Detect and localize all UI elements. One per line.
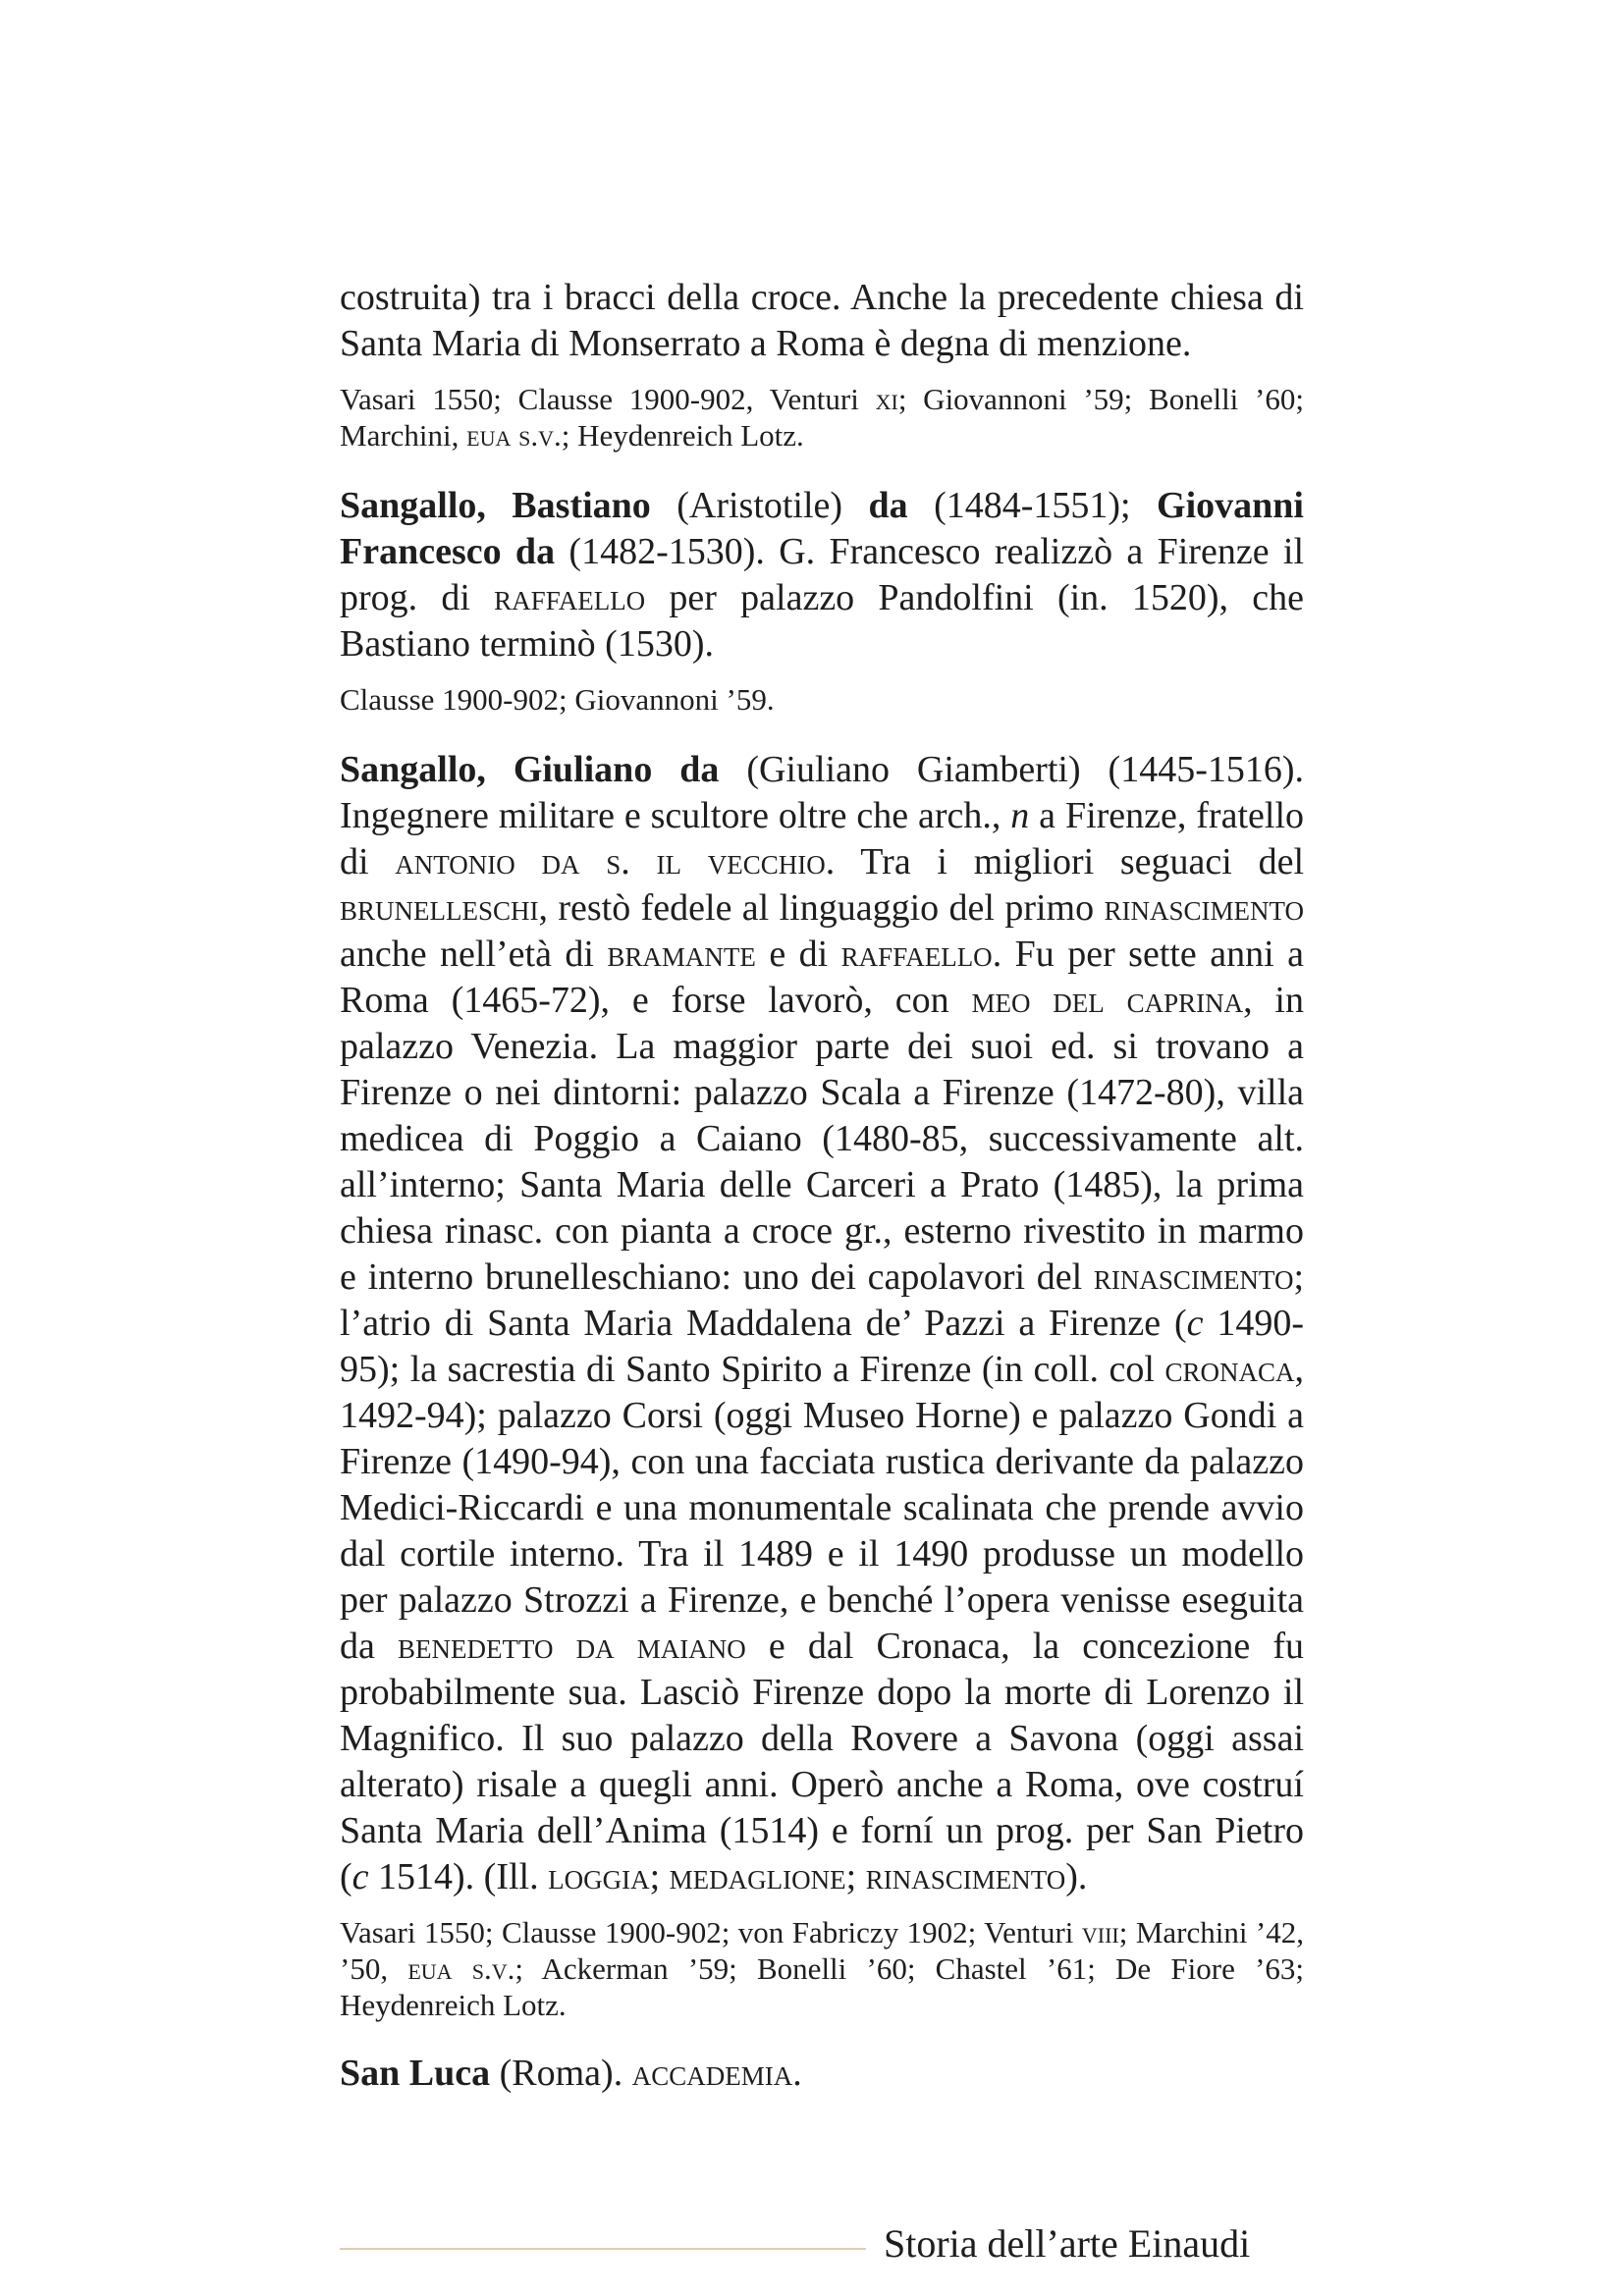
cross-reference: brunelleschi (340, 887, 539, 929)
headword: Sangallo, Bastiano (340, 485, 651, 526)
text-run: ; Ackerman ’59; Bonelli ’60; Chastel ’61; De Fiore ’63; Heydenreich Lotz. (340, 1951, 1305, 2022)
cross-reference: rinascimento (1104, 887, 1304, 929)
text-run: , restò fedele al linguaggio del primo (538, 887, 1105, 929)
cross-reference: accademia (631, 2053, 793, 2094)
text-run: . Tra i migliori seguaci del (825, 841, 1305, 882)
cross-reference: raffaello (494, 577, 646, 618)
cross-reference: cronaca (1164, 1349, 1295, 1390)
entry-sangallo-bastiano (340, 483, 1304, 667)
text-run: Clausse 1900-902; Giovannoni ’59. (340, 682, 775, 717)
entry-continuation-bibliography (340, 381, 1304, 454)
cross-reference: eua (466, 418, 512, 453)
cross-reference: s.v. (471, 1951, 515, 1986)
cross-reference: raffaello (840, 934, 993, 975)
text-run: (1482-1530). G. Francesco realizzò a Firenze il prog. di (340, 531, 1305, 618)
cross-reference: xi (875, 382, 898, 416)
text-run: 1514). (Ill. (368, 1856, 549, 1897)
cross-reference: antonio da s. il vecchio (395, 841, 826, 882)
text-run: (1484-1551); (907, 485, 1158, 526)
text-run: , 1492-94); palazzo Corsi (oggi Museo Horne) e palazzo Gondi a Firenze (1490-94), con una facciata rustica derivante da palazzo Medici-Riccardi e una monumentale scalinata che prende avvio dal cortile interno. Tra il 1489 e il 1490 produsse un modello per palazzo Strozzi a Firenze, e benché l’opera venisse eseguita da (340, 1349, 1304, 1667)
italic-term: c (352, 1856, 369, 1897)
text-run: (Roma). (490, 2053, 632, 2094)
headword: da (868, 485, 908, 526)
text-run: e di (755, 934, 841, 975)
text-run: (Aristotile) (650, 485, 869, 526)
entry-sangallo-bastiano-bibliography (340, 681, 1304, 718)
text-run (453, 1951, 472, 1986)
text-run: ; Heydenreich Lotz. (561, 418, 804, 453)
italic-term: n (1010, 795, 1030, 836)
footer-title: Storia dell’arte Einaudi (884, 2221, 1251, 2266)
cross-reference: rinascimento (865, 1856, 1066, 1897)
cross-reference: viii (1081, 1915, 1119, 1949)
text-run: ). (1065, 1856, 1088, 1897)
cross-reference: benedetto da maiano (398, 1626, 746, 1667)
text-run: ; Giovannoni ’59; Bonelli ’60; Marchini, (340, 382, 1304, 453)
text-run: per palazzo Pandolfini (in. 1520), che Bastiano terminò (1530). (340, 577, 1305, 665)
text-run: (Giuliano Giamberti) (1445-1516). Ingegnere militare e scultore oltre che arch., (340, 749, 1305, 836)
entry-sangallo-giuliano-bibliography (340, 1914, 1304, 2023)
text-run: ; (649, 1856, 670, 1897)
text-run: ; (845, 1856, 866, 1897)
entry-san-luca (340, 2051, 1304, 2097)
cross-reference: rinascimento (1093, 1256, 1294, 1298)
text-run: ; l’atrio di Santa Maria Maddalena de’ Pazzi a Firenze ( (340, 1256, 1304, 1344)
cross-reference: bramante (607, 934, 756, 975)
text-run: . Fu per sette anni a Roma (1465-72), e forse lavorò, con (340, 934, 1304, 1021)
cross-reference: meo del caprina (971, 980, 1244, 1021)
italic-term: c (1186, 1303, 1204, 1344)
page-content (340, 275, 1304, 2097)
cross-reference: eua (407, 1951, 453, 1986)
cross-reference: medaglione (669, 1856, 846, 1897)
text-run: 1490-95); la sacrestia di Santo Spirito a Firenze (in coll. col (340, 1303, 1305, 1390)
text-run: . (792, 2053, 802, 2094)
entry-continuation-text (340, 275, 1304, 367)
text-run: , in palazzo Venezia. La maggior parte dei suoi ed. si trovano a Firenze o nei dintorni: palazzo Scala a Firenze (1472-80), villa medicea di Poggio a Caiano (1480-85, successivamente alt. all’interno; Santa Maria delle Carceri a Prato (1485), la prima chiesa rinasc. con pianta a croce gr., esterno rivestito in marmo e interno brunelleschiano: uno dei capolavori del (340, 980, 1304, 1298)
headword: Giovanni Francesco da (340, 485, 1304, 572)
entry-sangallo-giuliano (340, 747, 1304, 1900)
cross-reference: s.v. (518, 418, 562, 453)
headword: Sangallo, Giuliano da (340, 749, 720, 790)
text-run: Vasari 1550; Clausse 1900-902; von Fabriczy 1902; Venturi (340, 1915, 1082, 1949)
text-run: ; Marchini ’42, ’50, (340, 1915, 1304, 1986)
text-run: Vasari 1550; Clausse 1900-902, Venturi (340, 382, 876, 416)
text-run: e dal Cronaca, la concezione fu probabilmente sua. Lasciò Firenze dopo la morte di Lorenzo il Magnifico. Il suo palazzo della Rovere a Savona (oggi assai alterato) risale a quegli anni. Operò anche a Roma, ove costruí Santa Maria dell’Anima (1514) e forní un prog. per San Pietro ( (340, 1626, 1304, 1897)
text-run (511, 418, 518, 453)
text-run: a Firenze, fratello di (340, 795, 1304, 882)
footer-rule (340, 2248, 866, 2250)
headword: San Luca (340, 2053, 491, 2094)
text-run: anche nell’età di (340, 934, 608, 975)
cross-reference: loggia (548, 1856, 650, 1897)
text-run: costruita) tra i bracci della croce. Anche la precedente chiesa di Santa Maria di Monserrato a Roma è degna di menzione. (340, 277, 1304, 364)
